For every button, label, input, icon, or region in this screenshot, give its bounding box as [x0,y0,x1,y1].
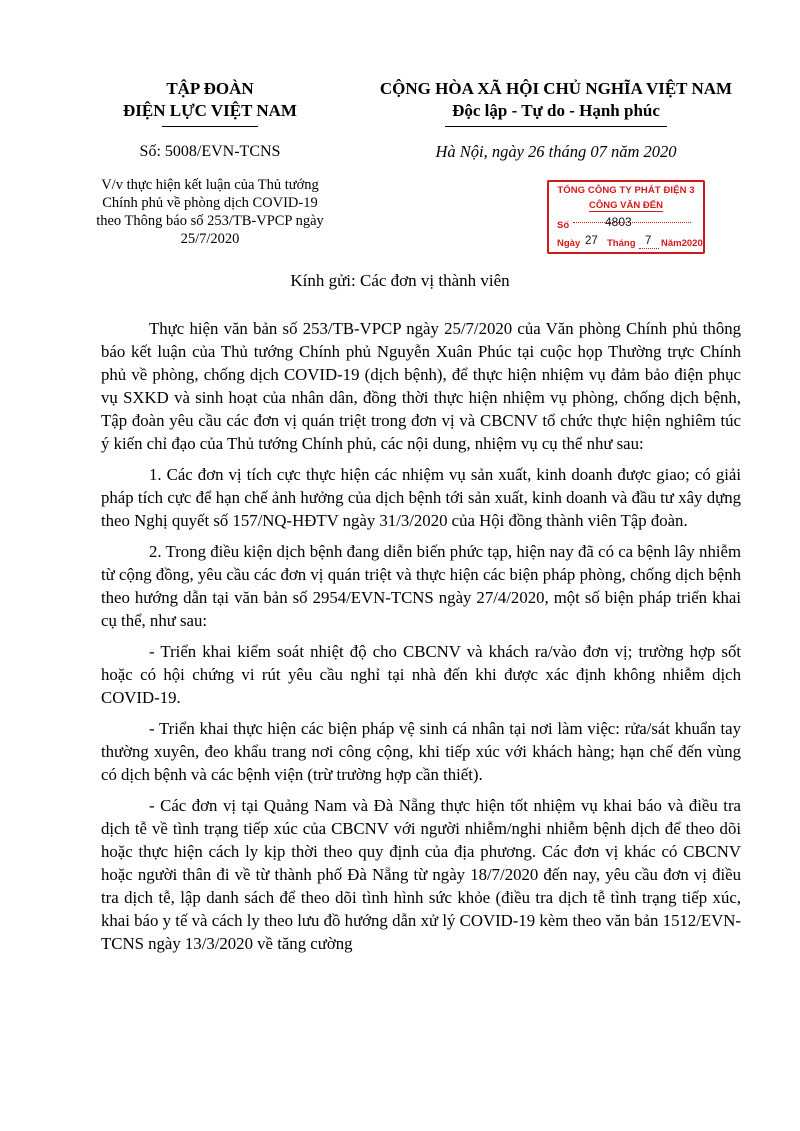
stamp-month-line [639,248,659,249]
stamp-month-label: Tháng [607,238,636,249]
issuer-line-1: TẬP ĐOÀN [166,79,254,98]
national-header [370,78,742,127]
issuer-underline [162,126,258,127]
stamp-number-line [573,222,691,223]
motto-underline [445,126,667,127]
issuer-block [120,78,300,127]
body-paragraph: - Triển khai thực hiện các biện pháp vệ sinh cá nhân tại nơi làm việc: rửa/sát khuẩn tay thường xuyên, đeo khẩu trang nơi công cộng, khi tiếp xúc với khách hàng; hạn chế đến vùng có dịch bệnh và các bệnh viện (trừ trường hợp cần thiết). [101,719,741,784]
stamp-number-label: Số [557,220,570,231]
motto: Độc lập - Tự do - Hạnh phúc [452,101,660,120]
greeting: Kính gửi: Các đơn vị thành viên [290,271,510,290]
body-paragraph: Thực hiện văn bản số 253/TB-VPCP ngày 25/7/2020 của Văn phòng Chính phủ thông báo kết luận của Thủ tướng Chính phủ Nguyễn Xuân Phúc tại cuộc họp Thường trực Chính phủ về phòng, chống dịch COVID-19 (dịch bệnh), để thực hiện nhiệm vụ đảm bảo điện phục vụ SXKD và sinh hoạt của nhân dân, đồng thời thực hiện nhiệm vụ phòng, chống dịch bệnh, Tập đoàn yêu cầu các đơn vị quán triệt trong đơn vị và CBCNV tổ chức thực hiện nghiêm túc ý kiến chỉ đạo của Thủ tướng Chính phủ, các nội dung, nhiệm vụ cụ thể như sau: [101,319,741,453]
body-paragraph: 1. Các đơn vị tích cực thực hiện các nhiệm vụ sản xuất, kinh doanh được giao; có giải pháp tích cực để hạn chế ảnh hưởng của dịch bệnh tới sản xuất, kinh doanh và đầu tư xây dựng theo Nghị quyết số 157/NQ-HĐTV ngày 31/3/2020 của Hội đồng thành viên Tập đoàn. [101,465,741,530]
document-number: Số: 5008/EVN-TCNS [139,143,281,160]
stamp-year-label: Năm2020 [661,238,703,249]
body-paragraph: - Triển khai kiểm soát nhiệt độ cho CBCNV và khách ra/vào đơn vị; trường hợp sốt hoặc có hội chứng vi rút yêu cầu nghỉ tại nhà đến khi được xác định không nhiễm dịch COVID-19. [101,642,741,707]
body-paragraph: 2. Trong điều kiện dịch bệnh đang diễn biến phức tạp, hiện nay đã có ca bệnh lây nhiễm từ cộng đồng, yêu cầu các đơn vị quán triệt và thực hiện các biện pháp phòng, chống dịch bệnh theo hướng dẫn tại văn bản số 2954/EVN-TCNS ngày 27/4/2020, một số biện pháp triển khai cụ thể, như sau: [101,542,741,630]
document-subject: V/v thực hiện kết luận của Thủ tướng Chính phủ về phòng dịch COVID-19 theo Thông báo số 253/TB-VPCP ngày 25/7/2020 [96,177,324,247]
issuer-line-2: ĐIỆN LỰC VIỆT NAM [123,101,297,120]
body-paragraph: - Các đơn vị tại Quảng Nam và Đà Nẵng thực hiện tốt nhiệm vụ khai báo và điều tra dịch tễ về tình trạng tiếp xúc của CBCNV với người nhiễm/nghi nhiễm bệnh dịch để theo dõi hoặc thực hiện cách ly kịp thời theo quy định của địa phương. Các đơn vị khác có CBCNV hoặc người thân đi về từ thành phố Đà Nẵng từ ngày 18/7/2020 đến nay, yêu cầu đơn vị điều tra dịch tễ, lập danh sách để theo dõi tình hình sức khỏe (điều tra dịch tễ tình trạng tiếp xúc, khai báo y tế và cách ly theo lưu đồ hướng dẫn xử lý COVID-19 kèm theo văn bản 1512/EVN-TCNS ngày 13/3/2020 về tăng cường [101,796,741,953]
received-stamp [547,180,705,254]
stamp-kind: CÔNG VĂN ĐẾN [589,200,663,211]
stamp-day-value: 27 [585,235,598,247]
nation-title: CỘNG HÒA XÃ HỘI CHỦ NGHĨA VIỆT NAM [379,79,733,98]
stamp-number-value: 4803 [605,215,632,229]
stamp-day-label: Ngày [557,238,581,249]
stamp-month-value: 7 [645,235,652,247]
dateline: Hà Nội, ngày 26 tháng 07 năm 2020 [435,142,677,161]
document-body [101,317,741,963]
stamp-organization: TỔNG CÔNG TY PHÁT ĐIỆN 3 [557,185,695,196]
